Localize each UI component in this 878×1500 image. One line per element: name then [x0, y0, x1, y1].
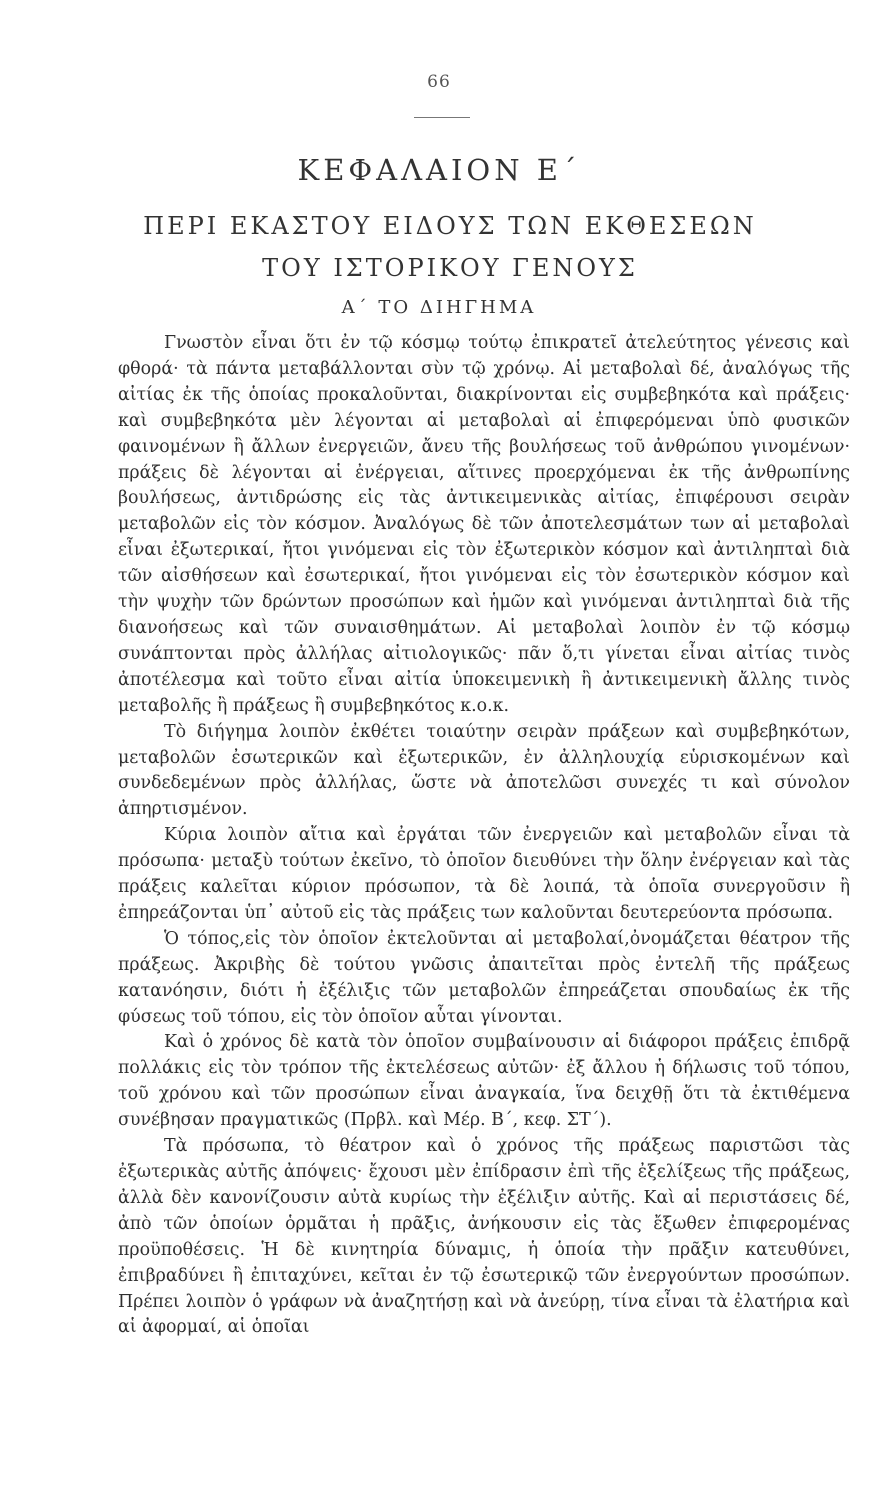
chapter-title: ΚΕΦΑΛΑΙΟΝ Ε΄	[297, 153, 581, 187]
paragraph: Κύρια λοιπὸν αἴτια καὶ ἐργάται τῶν ἐνεργειῶν καὶ μεταβολῶν εἶναι τὰ πρόσωπα· μεταξὺ τούτων ἐκεῖνο, τὸ ὁποῖον διευθύνει τὴν ὅλην ἐνέργειαν καὶ τὰς πράξεις καλεῖται κύριον πρόσωπον, τὰ δὲ λοιπά, τὰ ὁποῖα συνεργοῦσιν ἢ ἐπηρεάζονται ὑπ᾽ αὐτοῦ εἰς τὰς πράξεις των καλοῦνται δευτερεύοντα πρόσωπα.	[118, 825, 850, 923]
paragraph: Ὁ τόπος,εἰς τὸν ὁποῖον ἐκτελοῦνται αἱ μεταβολαί,ὀνομάζεται θέατρον τῆς πράξεως. Ἀκριβὴς δὲ τούτου γνῶσις ἀπαιτεῖται πρὸς ἐντελῆ τῆς πράξεως κατανόησιν, διότι ἡ ἐξέλιξις τῶν μεταβολῶν ἐπηρεάζεται σπουδαίως ἐκ τῆς φύσεως τοῦ τόπου, εἰς τὸν ὁποῖον αὗται γίνονται.	[118, 928, 850, 1027]
section-heading: Α΄ ΤΟ ΔΙΗΓΗΜΑ	[341, 297, 537, 318]
page-number-rule	[414, 117, 470, 118]
paragraph: Καὶ ὁ χρόνος δὲ κατὰ τὸν ὁποῖον συμβαίνουσιν αἱ διάφοροι πράξεις ἐπιδρᾷ πολλάκις εἰς τὸν τρόπον τῆς ἐκτελέσεως αὐτῶν· ἐξ ἄλλου ἡ δήλωσις τοῦ τόπου, τοῦ χρόνου καὶ τῶν προσώπων εἶναι ἀναγκαία, ἵνα δειχθῇ ὅτι τὰ ἐκτιθέμενα συνέβησαν πραγματικῶς (Πρβλ. καὶ Μέρ. Β΄, κεφ. ΣΤ΄).	[118, 1032, 850, 1131]
page-number: 66	[427, 72, 451, 92]
paragraph: Τὸ διήγημα λοιπὸν ἐκθέτει τοιαύτην σειρὰν πράξεων καὶ συμβεβηκότων, μεταβολῶν ἐσωτερικῶν καὶ ἐξωτερικῶν, ἐν ἀλληλουχίᾳ εὑρισκομένων καὶ συνδεδεμένων πρὸς ἀλλήλας, ὥστε νὰ ἀποτελῶσι συνεχές τι καὶ σύνολον ἀπηρτισμένον.	[118, 721, 850, 820]
body-text	[118, 331, 850, 1341]
paragraph: Γνωστὸν εἶναι ὅτι ἐν τῷ κόσμῳ τούτῳ ἐπικρατεῖ ἀτελεύτητος γένεσις καὶ φθορά· τὰ πάντα μεταβάλλονται σὺν τῷ χρόνῳ. Αἱ μεταβολαὶ δέ, ἀναλόγως τῆς αἰτίας ἐκ τῆς ὁποίας προκαλοῦνται, διακρίνονται εἰς συμβεβηκότα καὶ πράξεις· καὶ συμβεβηκότα μὲν λέγονται αἱ μεταβολαὶ αἱ ἐπιφερόμεναι ὑπὸ φυσικῶν φαινομένων ἢ ἄλλων ἐνεργειῶν, ἄνευ τῆς βουλήσεως τοῦ ἀνθρώπου γινομένων· πράξεις δὲ λέγονται αἱ ἐνέργειαι, αἵτινες προερχόμεναι ἐκ τῆς ἀνθρωπίνης βουλήσεως, ἀντιδρώσης εἰς τὰς ἀντικειμενικὰς αἰτίας, ἐπιφέρουσι σειρὰν μεταβολῶν εἰς τὸν κόσμον. Ἀναλόγως δὲ τῶν ἀποτελεσμάτων των αἱ μεταβολαὶ εἶναι ἐξωτερικαί, ἤτοι γινόμεναι εἰς τὸν ἐξωτερικὸν κόσμον καὶ ἀντιληπταὶ διὰ τῶν αἰσθήσεων καὶ ἐσωτερικαί, ἤτοι γινόμεναι εἰς τὸν ἐσωτερικὸν κόσμον καὶ τὴν ψυχὴν τῶν δρώντων προσώπων καὶ ἡμῶν καὶ γινόμεναι ἀντιληπταὶ διὰ τῆς διανοήσεως καὶ τῶν συναισθημάτων. Αἱ μεταβολαὶ λοιπὸν ἐν τῷ κόσμῳ συνάπτονται πρὸς ἀλλήλας αἰτιολογικῶς· πᾶν ὅ,τι γίνεται εἶναι αἰτίας τινὸς ἀποτέλεσμα καὶ τοῦτο εἶναι αἰτία ὑποκειμενικὴ ἢ ἀντικειμενικὴ ἄλλης τινὸς μεταβολῆς ἢ πράξεως ἢ συμβεβηκότος κ.ο.κ.	[118, 333, 850, 716]
chapter-subtitle: ΠΕΡΙ ΕΚΑΣΤΟΥ ΕΙΔΟΥΣ ΤΩΝ ΕΚΘΕΣΕΩΝ ΤΟΥ ΙΣΤΟΡΙΚΟΥ ΓΕΝΟΥΣ	[143, 212, 757, 282]
paragraph: Τὰ πρόσωπα, τὸ θέατρον καὶ ὁ χρόνος τῆς πράξεως παριστῶσι τὰς ἐξωτερικὰς αὐτῆς ἀπόψεις· ἔχουσι μὲν ἐπίδρασιν ἐπὶ τῆς ἐξελίξεως τῆς πράξεως, ἀλλὰ δὲν κανονίζουσιν αὐτὰ κυρίως τὴν ἐξέλιξιν αὐτῆς. Καὶ αἱ περιστάσεις δέ, ἀπὸ τῶν ὁποίων ὁρμᾶται ἡ πρᾶξις, ἀνήκουσιν εἰς τὰς ἔξωθεν ἐπιφερομένας προϋποθέσεις. Ἡ δὲ κινητηρία δύναμις, ἡ ὁποία τὴν πρᾶξιν κατευθύνει, ἐπιβραδύνει ἢ ἐπιταχύνει, κεῖται ἐν τῷ ἐσωτερικῷ τῶν ἐνεργούντων προσώπων. Πρέπει λοιπὸν ὁ γράφων νὰ ἀναζητήσῃ καὶ νὰ ἀνεύρῃ, τίνα εἶναι τὰ ἐλατήρια καὶ αἱ ἀφορμαί, αἱ ὁποῖαι	[118, 1136, 850, 1338]
